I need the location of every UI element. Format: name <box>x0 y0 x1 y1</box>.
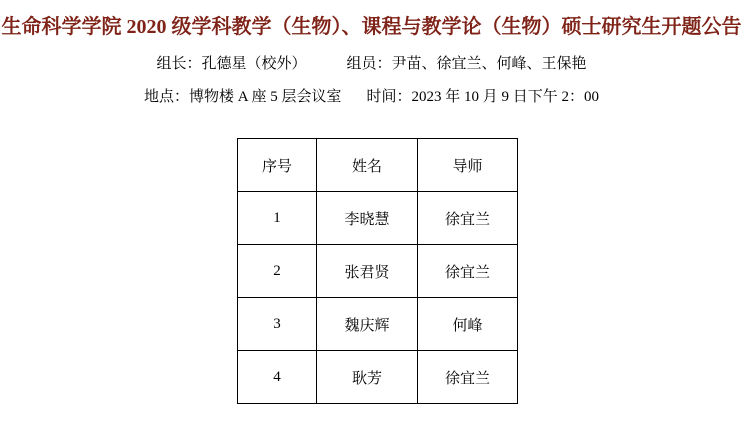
header-cell-advisor: 导师 <box>418 139 518 192</box>
cell-advisor: 徐宜兰 <box>418 245 518 298</box>
cell-name: 李晓慧 <box>317 192 418 245</box>
table-row <box>238 245 518 298</box>
header-cell-index: 序号 <box>238 139 317 192</box>
roster-table <box>237 138 518 404</box>
cell-advisor: 何峰 <box>418 298 518 351</box>
cell-name: 耿芳 <box>317 351 418 404</box>
cell-index: 3 <box>238 298 317 351</box>
location-time-line <box>0 89 743 105</box>
committee-leader: 组长：孔德星（校外） <box>156 56 307 72</box>
meeting-time: 时间：2023 年 10 月 9 日下午 2：00 <box>366 89 600 105</box>
table-row <box>238 351 518 404</box>
cell-name: 张君贤 <box>317 245 418 298</box>
table-row <box>238 192 518 245</box>
committee-members: 组员：尹苗、徐宜兰、何峰、王保艳 <box>346 56 587 72</box>
cell-index: 2 <box>238 245 317 298</box>
header-cell-name: 姓名 <box>317 139 418 192</box>
cell-index: 1 <box>238 192 317 245</box>
meeting-location: 地点：博物楼 A 座 5 层会议室 <box>143 89 342 105</box>
table-row <box>238 298 518 351</box>
announcement-title: 生命科学学院 2020 级学科教学（生物）、课程与教学论（生物）硕士研究生开题公告 <box>1 16 742 38</box>
announcement-page <box>0 13 743 404</box>
cell-name: 魏庆辉 <box>317 298 418 351</box>
cell-advisor: 徐宜兰 <box>418 351 518 404</box>
cell-index: 4 <box>238 351 317 404</box>
cell-advisor: 徐宜兰 <box>418 192 518 245</box>
committee-line <box>0 56 743 72</box>
table-header-row <box>238 139 518 192</box>
